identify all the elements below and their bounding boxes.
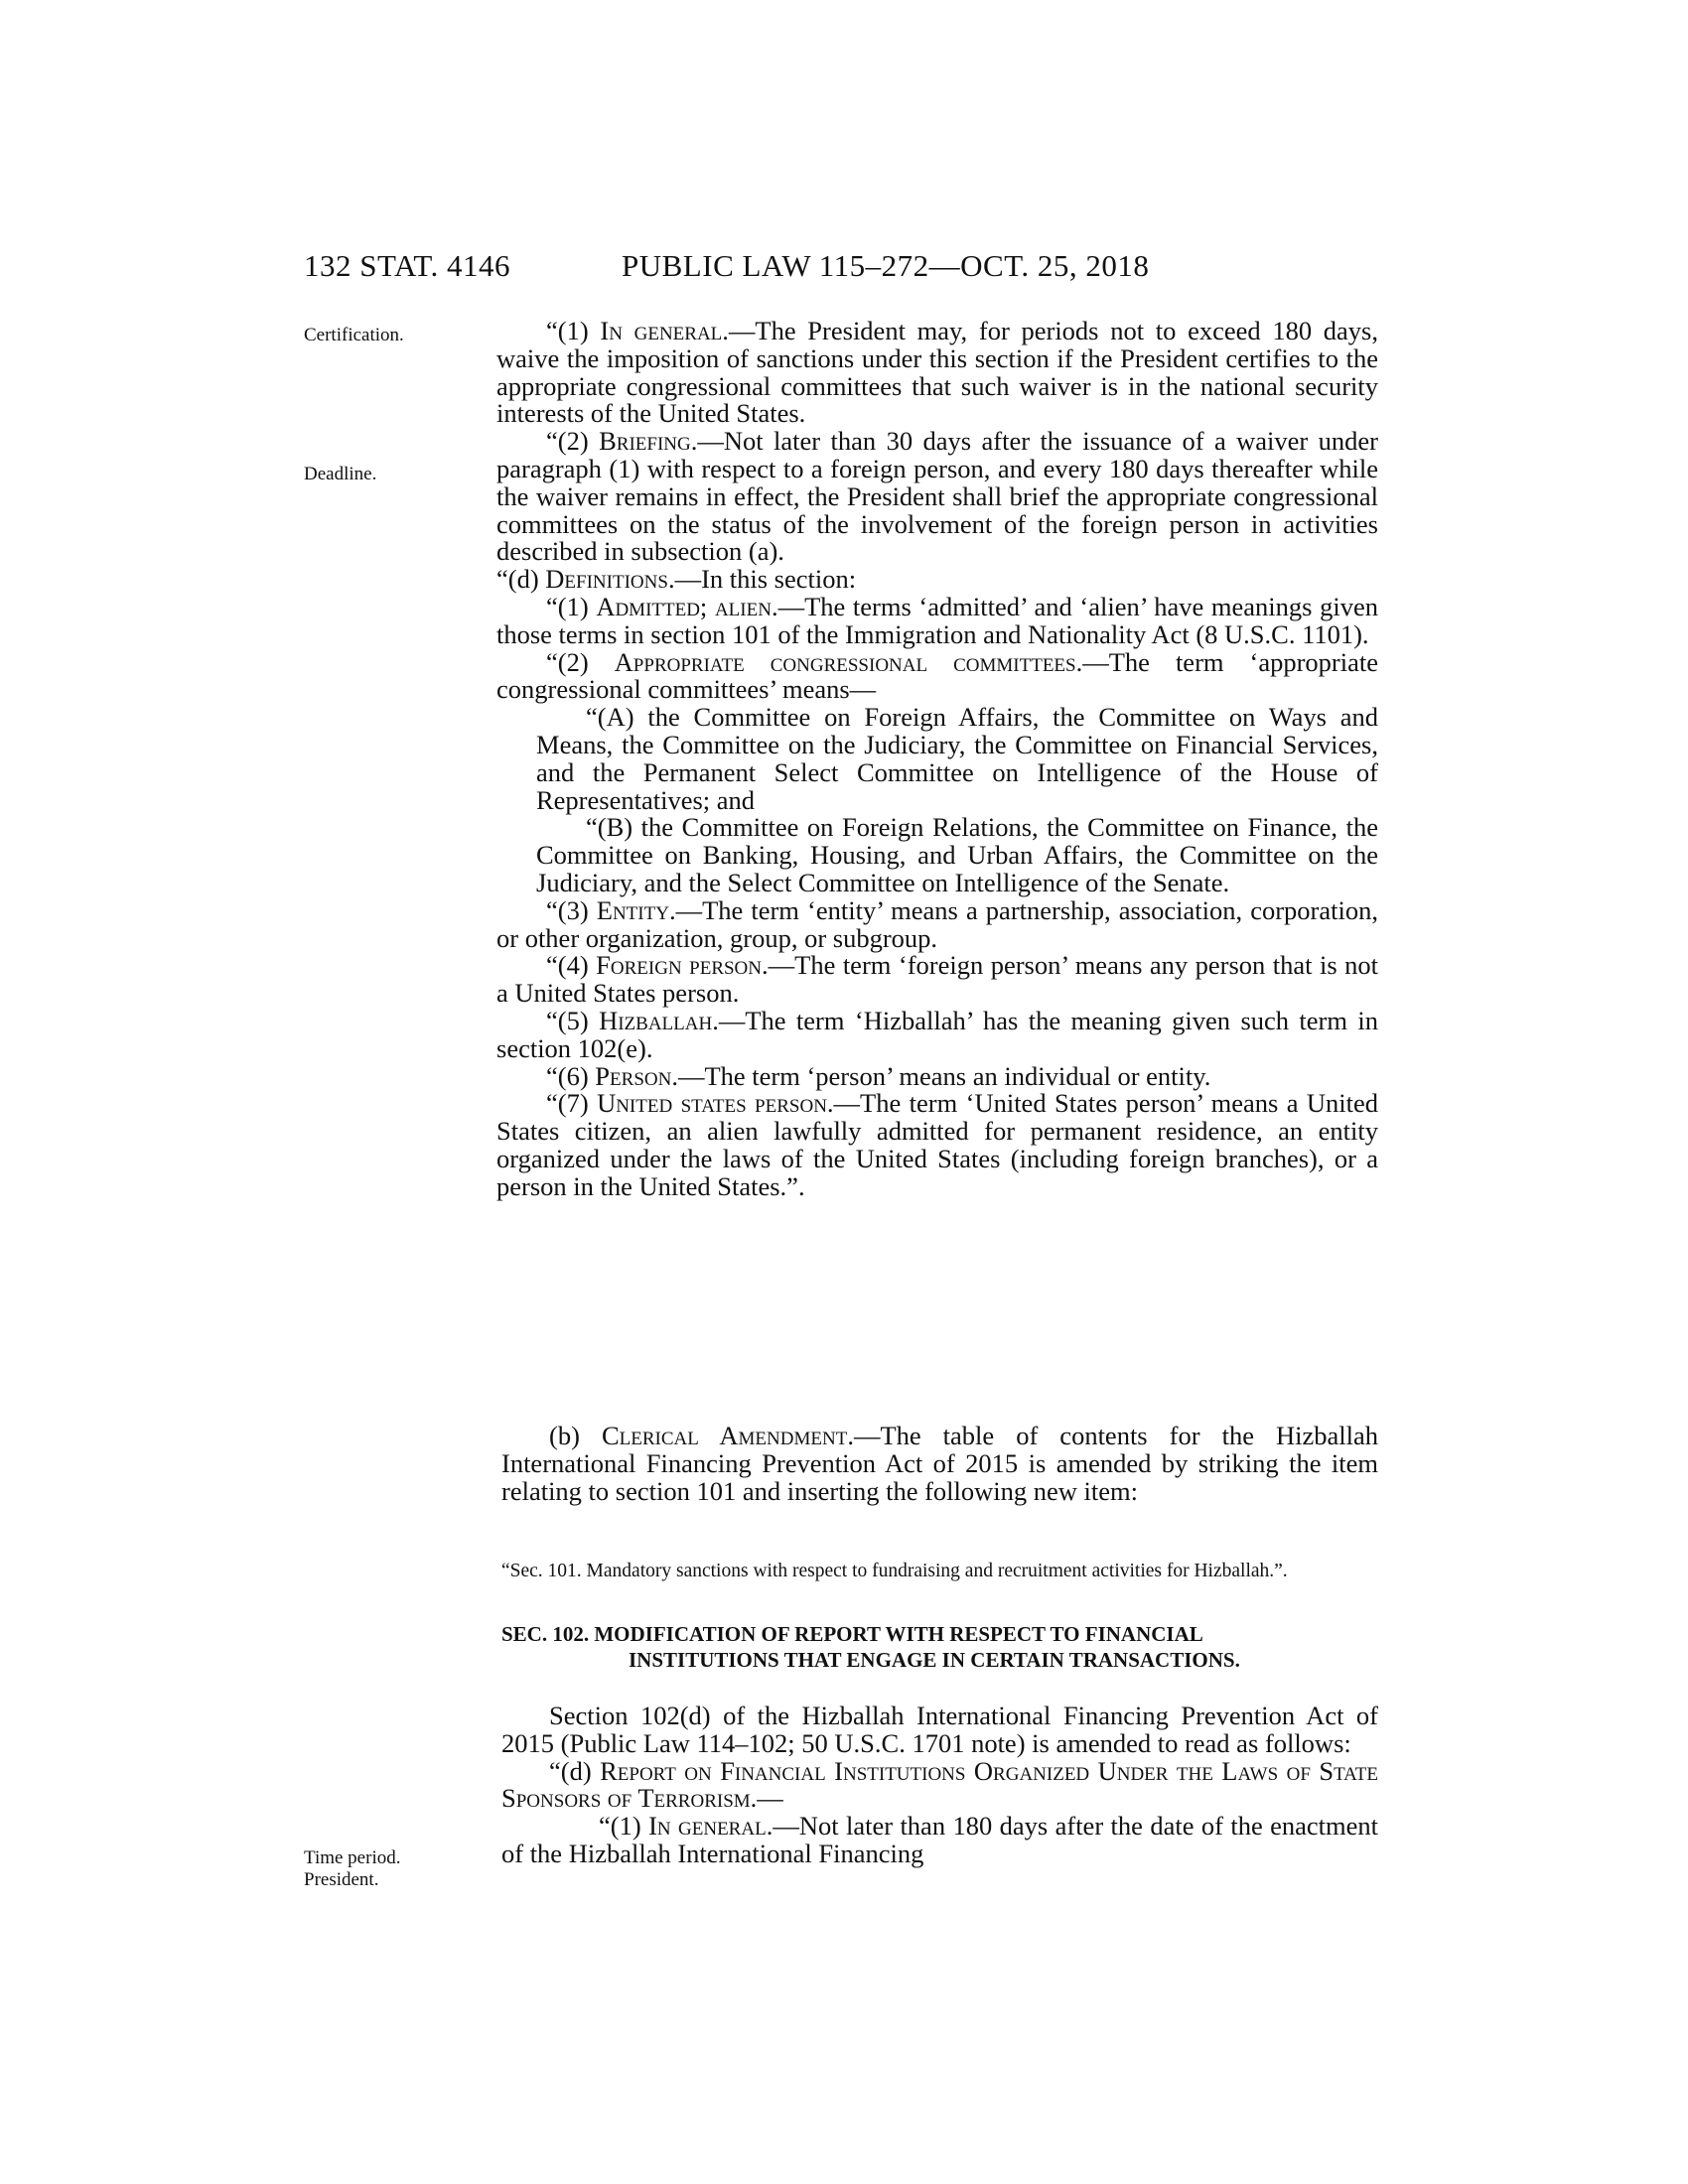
definition-entity: “(3) Entity.—The term ‘entity’ means a partnership, association, corporation, or other organization, group, or subgroup. — [496, 894, 1378, 953]
law-title: PUBLIC LAW 115–272—OCT. 25, 2018 — [622, 248, 1150, 283]
definition-congressional-committees: “(2) Appropriate congressional committees.—The term ‘appropriate congressional committees’ means— — [496, 646, 1378, 705]
definition-house-committees: “(A) the Committee on Foreign Affairs, the Committee on Ways and Means, the Committee on the Judiciary, the Committee on Financial Services, and the Permanent Select Committee on Intelligence of the House of Representatives; and — [536, 702, 1378, 815]
section-102-intro: Section 102(d) of the Hizballah International Financing Prevention Act of 2015 (Public Law 114–102; 50 U.S.C. 1701 note) is amended to read as follows: — [501, 1701, 1378, 1758]
section-102-heading — [501, 1621, 1378, 1673]
subsection-definitions: “(d) Definitions.—In this section: — [496, 564, 857, 595]
main-text-column — [496, 318, 1378, 1201]
margin-note-deadline: Deadline. — [304, 464, 377, 484]
margin-note-certification: Certification. — [304, 325, 404, 345]
margin-note-time-period: Time period. — [304, 1847, 401, 1868]
definition-senate-committees: “(B) the Committee on Foreign Relations, the Committee on Finance, the Committee on Banking, Housing, and Urban Affairs, the Committee on the Judiciary, and the Select Committee on Intelligence of the Senate. — [536, 812, 1378, 897]
section-102-heading-line2: INSTITUTIONS THAT ENGAGE IN CERTAIN TRANSACTIONS. — [629, 1648, 1240, 1672]
paragraph-waiver-general: “(1) In general.—The President may, for periods not to exceed 180 days, waive the imposition of sanctions under this section if the President certifies to the appropriate congressional committees that such waiver is in the national security interests of the United States. — [496, 316, 1378, 429]
definition-hizballah: “(5) Hizballah.—The term ‘Hizballah’ has the meaning given such term in section 102(e). — [496, 1005, 1378, 1063]
section-102-heading-line1: SEC. 102. MODIFICATION OF REPORT WITH RESPECT TO FINANCIAL — [501, 1622, 1203, 1646]
definition-united-states-person: “(7) United states person.—The term ‘United States person’ means a United States citizen, an alien lawfully admitted for permanent residence, an entity organized under the laws of the United States (including foreign branches), or a person in the United States.”. — [496, 1088, 1378, 1201]
definition-admitted-alien: “(1) Admitted; alien.—The terms ‘admitted’ and ‘alien’ have meanings given those terms in section 101 of the Immigration and Nationality Act (8 U.S.C. 1101). — [496, 591, 1378, 649]
clerical-amendment-block — [501, 1423, 1378, 1505]
section-102-paragraph-1: “(1) In general.—Not later than 180 days after the date of the enactment of the Hizballah International Financing — [501, 1811, 1379, 1868]
paragraph-briefing: “(2) Briefing.—Not later than 30 days after the issuance of a waiver under paragraph (1) with respect to a foreign person, and every 180 days thereafter while the waiver remains in effect, the President shall brief the appropriate congressional committees on the status of the involvement of the foreign person in activities described in subsection (a). — [496, 426, 1378, 567]
margin-note-president: President. — [304, 1869, 379, 1890]
section-102-subsection-d: “(d) Report on Financial Institutions Organized Under the Laws of State Sponsors of Terrorism.— — [501, 1755, 1378, 1814]
toc-item-text: “Sec. 101. Mandatory sanctions with respect to fundraising and recruitment activities for Hizballah.”. — [501, 1561, 1288, 1581]
page-reference: 132 STAT. 4146 — [304, 248, 511, 283]
toc-item — [501, 1561, 1378, 1582]
definition-foreign-person: “(4) Foreign person.—The term ‘foreign person’ means any person that is not a United States person. — [496, 950, 1378, 1009]
section-102-body — [501, 1703, 1378, 1868]
definition-person: “(6) Person.—The term ‘person’ means an individual or entity. — [546, 1060, 1211, 1091]
clerical-amendment: (b) Clerical Amendment.—The table of contents for the Hizballah International Financing Prevention Act of 2015 is amended by striking the item relating to section 101 and inserting the following new item: — [501, 1421, 1378, 1506]
